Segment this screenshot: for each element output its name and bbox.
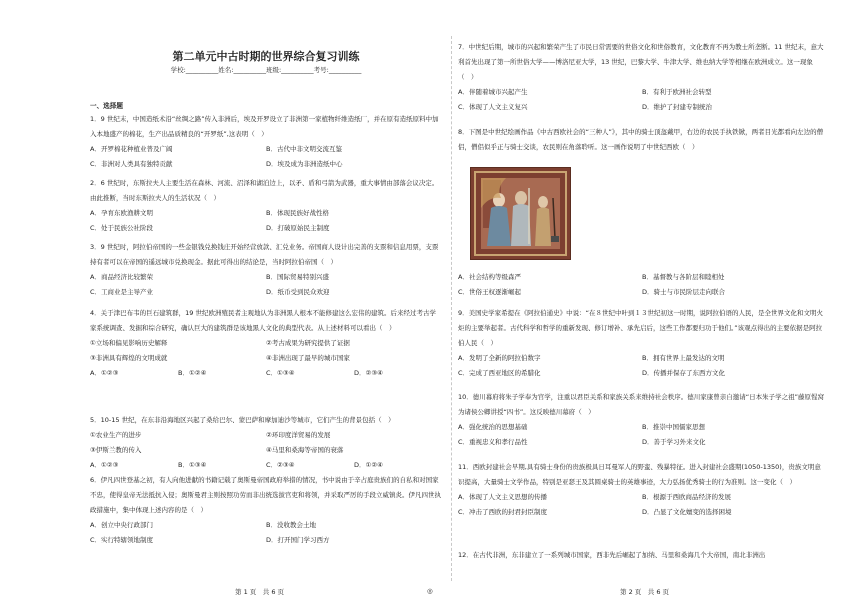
option-d[interactable]: D．传播并保存了东西方文化 xyxy=(642,369,726,377)
option-c[interactable]: C．重视忠义和孝行品性 xyxy=(458,438,528,446)
section-heading: 一、选择题 xyxy=(90,102,123,110)
question-options xyxy=(458,270,826,300)
question-options xyxy=(90,142,442,172)
option-c[interactable]: C．实行特辖领地制度 xyxy=(90,536,154,544)
question-stem: 2．6 世纪时，东斯拉夫人主要生活在森林、河流、沼泽和湖泊边上，以矛、盾和弓箭为武器，重大事情由部落会议决定。由此推断，当时东斯拉夫人的生活状况（ ） xyxy=(90,179,439,202)
question-stem: 12．在古代非洲，东非建立了一系列城市国家，西非先后崛起了加纳、马里和桑海几个大帝国，南北非洲出 xyxy=(458,551,766,559)
option-d[interactable]: D．维护了封建专制统治 xyxy=(642,103,713,111)
option-b[interactable]: B．国际贸易特别兴盛 xyxy=(266,273,329,281)
column-divider xyxy=(451,36,452,581)
item-1: ①农业生产的进步 xyxy=(90,431,142,439)
question-10 xyxy=(458,390,826,450)
option-c[interactable]: C．完成了西亚地区的希腊化 xyxy=(458,369,541,377)
question-stem: 8．下图是中世纪绘画作品《中古西欧社会的“三种人”》，其中的骑士顶盔戴甲，右边的农民手执铁锨，两者目光都看向左边的僧侣，僧侣似乎正与骑士交谈，农民则在角落聆听。这一画作说明了中世纪西欧（ ） xyxy=(458,128,824,151)
option-a[interactable]: A．①②③ xyxy=(90,461,119,469)
option-a[interactable]: A．开罗棉花种植业普及广阔 xyxy=(90,145,173,153)
question-stem: 6．伊凡四世登基之初，有人向他进献的书籍记载了奥斯曼帝国政府举措的情况，书中说由于辛占庭贵族们的自私和对国家不忠，使得皇帝无法抵抗入侵；奥斯曼君主则按照功劳而非出统选拔官吏和将领，并采取严厉的手段立威镇炎。伊凡四世执政措施中，集中体现上述内容的是（ ） xyxy=(90,476,441,514)
three-orders-illustration xyxy=(471,168,570,259)
question-11 xyxy=(458,460,826,520)
question-1 xyxy=(90,112,442,172)
question-stem: 7．中世纪后期，城市的兴起和繁荣产生了市民日常需要的世俗文化和世俗教育，文化教育不再为教士所垄断。11 世纪末，意大利首先出现了第一所世俗大学——博洛尼亚大学，13 世纪，巴黎大学、牛津大学、维也纳大学等相继在欧洲成立。这一现象（ ） xyxy=(458,43,824,81)
question-stem: 10．德川幕府将朱子学奉为官学，注重以君臣关系和家族关系来维持社会秩序。德川家康曾亲自邀请“日本朱子学之祖”藤原惺窝为诸侯公卿讲授“四书”。这反映德川幕府（ ） xyxy=(458,393,825,416)
question-options xyxy=(90,206,442,236)
option-d[interactable]: D．②③④ xyxy=(354,369,383,377)
question-stem: 3．9 世纪时，阿拉伯帝国的一些金银钱兑换钱庄开始经营放款、汇兑业务。帝国商人设计出完善的支票和信息用票，支票持有者可以在帝国的遥远城市兑换现金。据此可得出的结论是，当时阿拉伯帝国（ ） xyxy=(90,243,439,266)
item-4: ④马里和桑海等帝国的衰落 xyxy=(266,446,344,454)
option-b[interactable]: B．根源于西欧商品经济的发展 xyxy=(642,493,731,501)
question-7 xyxy=(458,40,826,115)
option-b[interactable]: B．有利于欧洲社会转型 xyxy=(642,88,712,96)
question-2 xyxy=(90,176,442,236)
page-title: 第二单元中古时期的世界综合复习训练 xyxy=(172,50,360,63)
question-items xyxy=(90,336,442,366)
question-3 xyxy=(90,240,442,300)
option-a[interactable]: A．①②③ xyxy=(90,369,119,377)
question-options xyxy=(458,351,826,381)
option-a[interactable]: A．强化统治的思想基础 xyxy=(458,423,528,431)
item-1: ①立场和偏见影响历史解释 xyxy=(90,339,168,347)
option-a[interactable]: A．体现了人文主义思想的传播 xyxy=(458,493,547,501)
question-5 xyxy=(90,413,442,473)
option-b[interactable]: B．①②④ xyxy=(178,369,207,377)
option-d[interactable]: D．埃及成为非洲造纸中心 xyxy=(266,160,343,168)
option-a[interactable]: A．伴随着城市兴起产生 xyxy=(458,88,528,96)
item-3: ③非洲具有辉煌的文明成就 xyxy=(90,354,168,362)
question-stem: 5．10-15 世纪，在东非沿海地区兴起了桑给巴尔、蒙巴萨和摩加迪沙等城市，它们产生的背景包括（ ） xyxy=(90,416,395,424)
option-d[interactable]: D．①②④ xyxy=(354,461,383,469)
option-c[interactable]: C．①③④ xyxy=(266,369,295,377)
question-options xyxy=(90,270,442,300)
question-items xyxy=(90,428,442,458)
item-3: ③伊斯兰教的传入 xyxy=(90,446,142,454)
medieval-painting-image xyxy=(470,167,571,260)
option-c[interactable]: C．世俗王权逐渐崛起 xyxy=(458,288,522,296)
option-c[interactable]: C．冲击了西欧的封君封臣制度 xyxy=(458,508,548,516)
option-d[interactable]: D．骑士与市民阶层走向联合 xyxy=(642,288,726,296)
student-info-line: 学校:__________姓名:__________班级:__________考号:__________ xyxy=(170,66,362,74)
option-a[interactable]: A．商品经济比较繁荣 xyxy=(90,273,153,281)
option-d[interactable]: D．凸显了文化嬗变的选择困境 xyxy=(642,508,732,516)
question-12 xyxy=(458,548,826,563)
option-b[interactable]: B．推崇中国儒家思想 xyxy=(642,423,705,431)
page-number-left: 第 1 页 共 6 页 xyxy=(235,588,285,596)
option-b[interactable]: B．古代中非文明交流互鉴 xyxy=(266,145,342,153)
option-a[interactable]: A．社会结构等级森严 xyxy=(458,273,521,281)
question-8-options xyxy=(458,270,826,300)
item-2: ②环印度洋贸易的发展 xyxy=(266,431,331,439)
question-9 xyxy=(458,306,826,381)
option-b[interactable]: B．体现民族好战性格 xyxy=(266,209,329,217)
option-c[interactable]: C．②③④ xyxy=(266,461,295,469)
item-2: ②考古成果为研究提供了证据 xyxy=(266,339,350,347)
question-stem: 4．关于津巴布韦的巨石建筑群，19 世纪欧洲殖民者主观地认为非洲黑人根本不能修建这么宏伟的建筑。后来经过考古学家系统调查、发掘和综合研究，确认巨大的建筑群是该地黑人文化的典型代表。从上述材料可以看出（ ） xyxy=(90,309,436,332)
question-options xyxy=(458,490,826,520)
question-4 xyxy=(90,306,442,381)
item-4: ④非洲出现了最早的城市国家 xyxy=(266,354,350,362)
option-d[interactable]: D．善于学习外来文化 xyxy=(642,438,706,446)
page-separator: ◎ xyxy=(427,587,433,595)
question-stem: 9．美国史学家希提在《阿拉伯通史》中说：“在８世纪中叶到１３世纪初这一时期，说阿拉伯语的人民，是全世界文化和文明火炬的主要举起者。古代科学和哲学的重新发现、修订增补、承先启后，这些工作都要归功于他们。”该观点得出的主要依据是阿拉伯人民（ ） xyxy=(458,309,824,347)
option-a[interactable]: A．孕育东欧渔耕文明 xyxy=(90,209,153,217)
page-number-right: 第 2 页 共 6 页 xyxy=(620,588,670,596)
option-b[interactable]: B．①③④ xyxy=(178,461,207,469)
option-c[interactable]: C．处于民族公社阶段 xyxy=(90,224,154,232)
option-b[interactable]: B．没收教会土地 xyxy=(266,521,316,529)
option-b[interactable]: B．拥有世界上最发达的文明 xyxy=(642,354,725,362)
question-8 xyxy=(458,125,826,155)
option-c[interactable]: C．体现了人文主义复兴 xyxy=(458,103,528,111)
question-stem: 1．9 世纪末，中国造纸术沿“丝绸之路”传入非洲后，埃及开罗设立了非洲第一家植物纤维造纸厂，并在原有造纸原料中加入本地盛产的棉花，生产出品质精良的“开罗纸”,这表明（ ） xyxy=(90,115,439,138)
option-a[interactable]: A．发明了全新的阿拉伯数字 xyxy=(458,354,541,362)
option-c[interactable]: C．工商业是主导产业 xyxy=(90,288,154,296)
option-d[interactable]: D．纸币受到民众欢迎 xyxy=(266,288,330,296)
question-6 xyxy=(90,473,442,548)
question-options xyxy=(90,366,442,381)
option-d[interactable]: D．打开国门学习西方 xyxy=(266,536,330,544)
option-d[interactable]: D．打破原始民主制度 xyxy=(266,224,330,232)
question-options xyxy=(458,85,826,115)
question-options xyxy=(90,518,442,548)
option-b[interactable]: B．基督教与各阶层和睦相处 xyxy=(642,273,725,281)
option-c[interactable]: C．非洲对人类具有独特贡献 xyxy=(90,160,173,168)
question-options xyxy=(90,458,442,473)
question-options xyxy=(458,420,826,450)
question-stem: 11．西欧封建社会早期,具有骑士身份的贵族极具日耳曼军人的野蛮、残暴特征。进入封建社会盛期(1050-1350)，贵族文明意识提高，大量骑士文学作品，特别是亚瑟王及其圆桌骑士的英雄事迹，大力弘扬优秀骑士的行为准则。这一变化（ ） xyxy=(458,463,821,486)
option-a[interactable]: A．创立中央行政部门 xyxy=(90,521,153,529)
